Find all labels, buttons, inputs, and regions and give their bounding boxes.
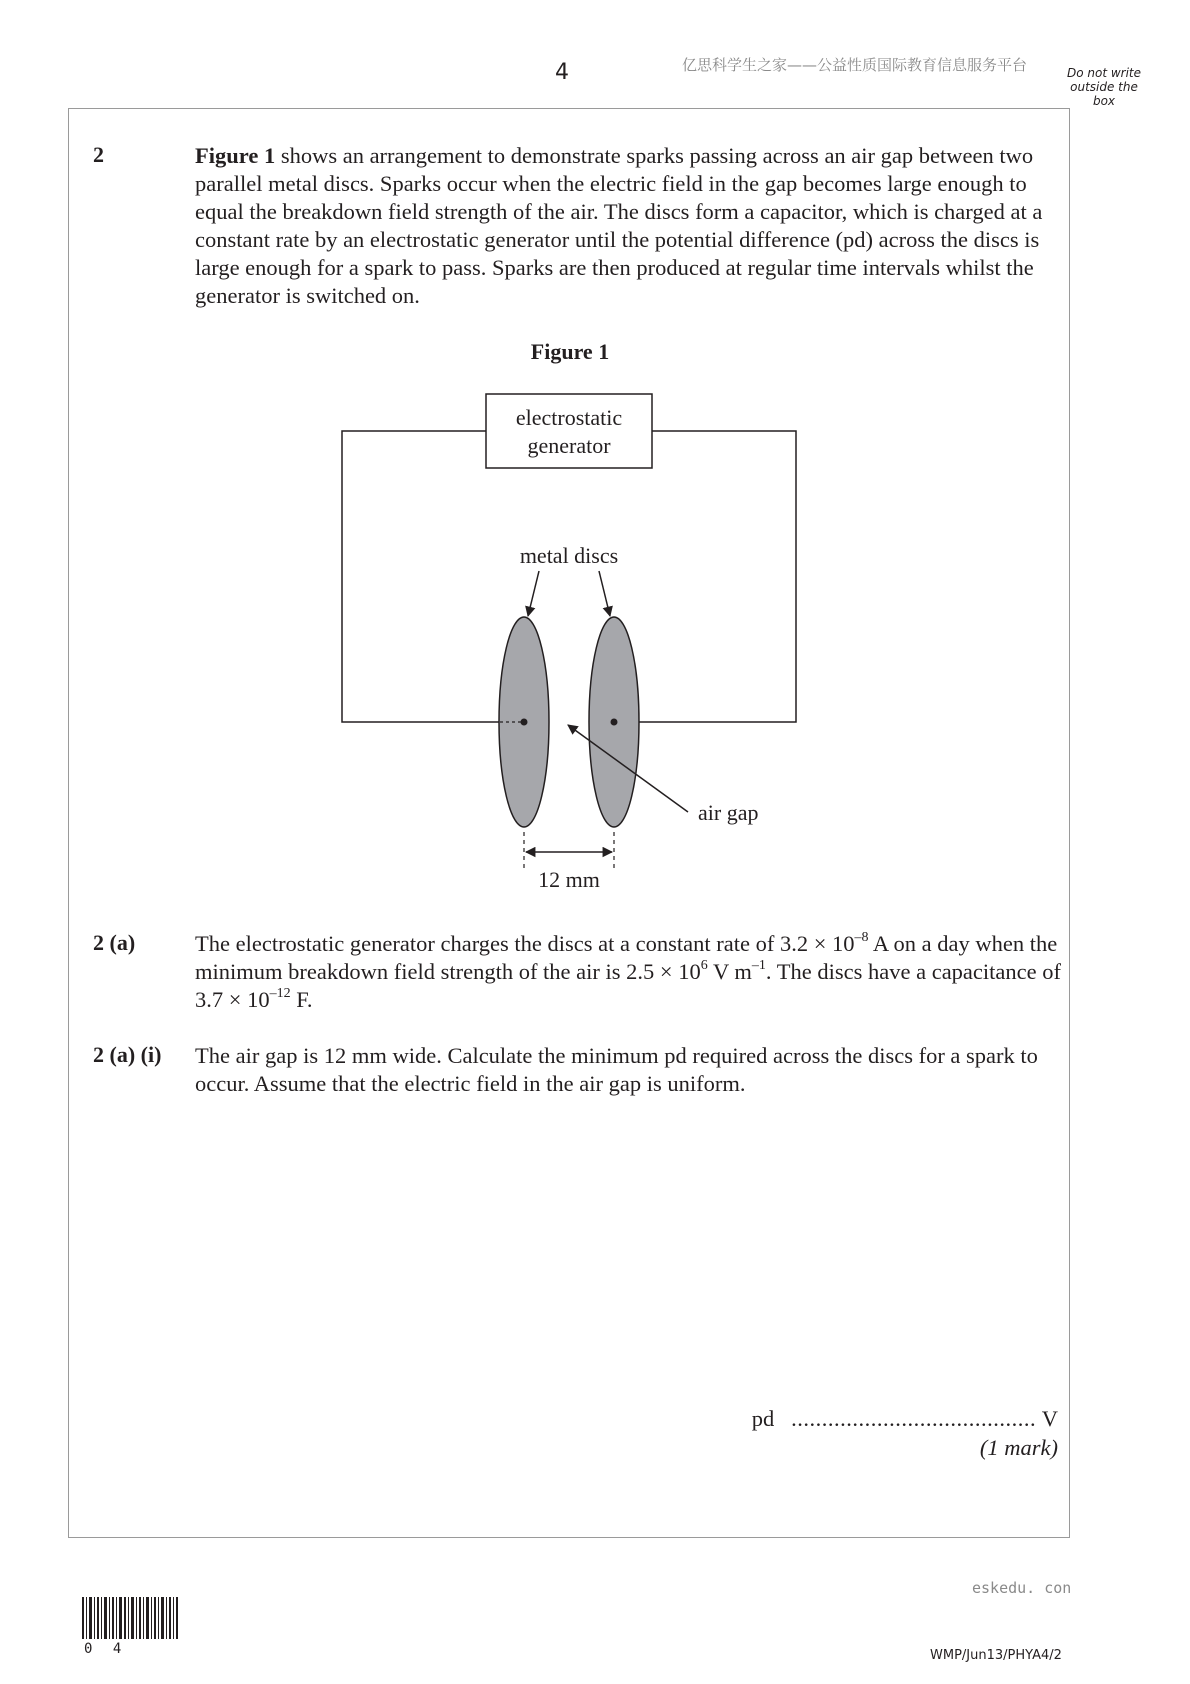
margin-note bbox=[1062, 66, 1146, 108]
part-ai-text: The air gap is 12 mm wide. Calculate the minimum pd required across the discs for a spark to occur. Assume that the electric field in the air gap is uniform. bbox=[195, 1043, 1038, 1096]
mark-allocation: (1 mark) bbox=[979, 1435, 1058, 1460]
answer-line[interactable] bbox=[600, 1406, 1058, 1432]
site-watermark: eskedu. con bbox=[972, 1579, 1072, 1597]
barcode-image bbox=[82, 1597, 178, 1639]
answer-label: pd bbox=[751, 1406, 775, 1431]
watermark-text: 亿思科学生之家——公益性质国际教育信息服务平台 bbox=[682, 56, 1028, 74]
barcode-digits: 0 4 bbox=[84, 1641, 128, 1657]
generator-label-line1: electrostatic bbox=[515, 405, 623, 430]
margin-note-line: outside the bbox=[1070, 80, 1138, 94]
left-disc-pointer bbox=[528, 571, 539, 616]
metal-discs-label: metal discs bbox=[519, 543, 619, 568]
page-number: 4 bbox=[555, 60, 569, 85]
question-intro bbox=[195, 142, 1070, 310]
question-intro-text: shows an arrangement to demonstrate sparks passing across an air gap between two parallel metal discs. Sparks occur when the electric field in the gap becomes large enough to equal the breakdown field strength of the air. The discs form a capacitor, which is charged at a constant rate by an electrostatic generator until the potential difference (pd) across the discs is large enough for a spark to pass. Sparks are then produced at regular time intervals whilst the generator is switched on. bbox=[195, 143, 1043, 308]
left-disc-contact bbox=[521, 719, 528, 726]
spark-gap-diagram bbox=[330, 380, 810, 900]
answer-unit: V bbox=[1041, 1406, 1058, 1431]
part-a-text: The electrostatic generator charges the discs at a constant rate of $3.2 \times 10^{-8}$ A on a day when the minimum breakdown field strength of the air is $2.5 \times 10^6$ V $m^{-1}$. The discs have a capacitance of $3.7 \times 10^{-12}$ F. bbox=[195, 929, 1061, 1012]
part-a-number: 2 (a) bbox=[93, 930, 136, 955]
right-disc-contact bbox=[611, 719, 618, 726]
air-gap-label: air gap bbox=[698, 800, 759, 825]
right-disc-pointer bbox=[599, 571, 610, 616]
margin-note-line: Do not write bbox=[1066, 66, 1142, 80]
margin-note-line: box bbox=[1092, 94, 1116, 108]
paper-reference: WMP/Jun13/PHYA4/2 bbox=[930, 1648, 1062, 1663]
part-ai-number: 2 (a) (i) bbox=[93, 1042, 162, 1067]
generator-label-line2: generator bbox=[527, 433, 611, 458]
circuit-wires bbox=[342, 431, 796, 722]
question-number: 2 bbox=[93, 142, 104, 167]
figure-title: Figure 1 bbox=[530, 339, 610, 364]
answer-dots[interactable]: ........................................ bbox=[791, 1406, 1037, 1431]
gap-width-label: 12 mm bbox=[538, 867, 600, 892]
figure-reference: Figure 1 bbox=[195, 143, 276, 168]
